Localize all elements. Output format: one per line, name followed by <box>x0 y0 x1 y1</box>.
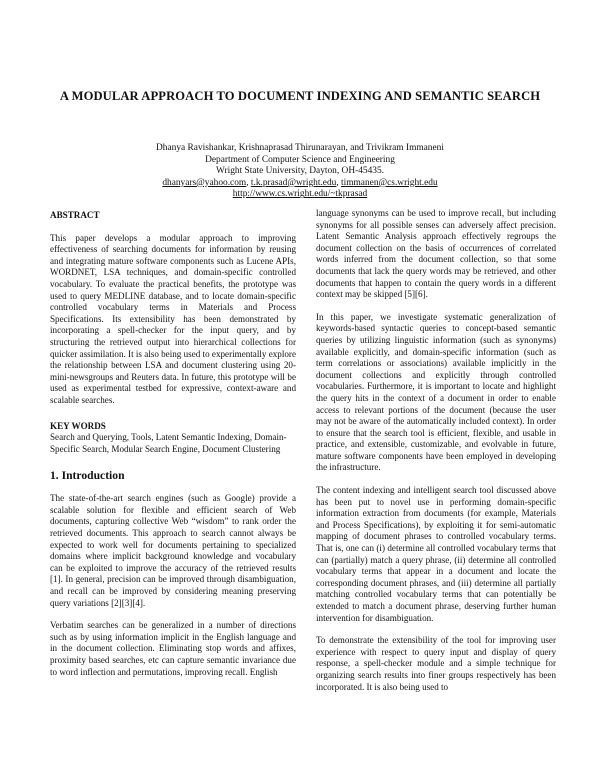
right-paragraph-3: The content indexing and intelligent search tool discussed above has been put to novel use in performing domain-specific information extraction from documents (for example, Materials and Process Specifications), by exploiting it for semi-automatic mapping of document phrases to controlled vocabulary terms. That is, one can (i) determine all controlled vocabulary terms that can (partially) match a query phrase, (ii) determine all controlled vocabulary terms that appear in a document and locate the corresponding document phrases, and (iii) determine all partially matching controlled vocabulary terms that can potentially be extended to match a document phrase, deserving further human intervention for disambiguation. <box>316 485 556 623</box>
author-url-link[interactable]: http://www.cs.wright.edu/~tkprasad <box>232 189 368 200</box>
email-link-1[interactable]: dhanyars@yahoo.com <box>162 177 247 188</box>
left-column <box>50 210 296 678</box>
abstract-heading: ABSTRACT <box>50 210 100 220</box>
keywords-heading: KEY WORDS <box>50 420 106 431</box>
intro-heading: 1. Introduction <box>50 469 125 483</box>
email-link-3[interactable]: timmanen@cs.wright.edu <box>341 177 438 188</box>
right-paragraph-1: language synonyms can be used to improve recall, but including synonyms for all possible senses can adversely affect precision. Latent Semantic Analysis approach effectively regroups the document collection on the basis of occurrences of correlated words inferred from the document collection, so that some documents that lack the query words may be retrieved, and other documents that happen to contain the query words in a different context may be skipped [5][6]. <box>316 208 556 300</box>
keywords-text: Search and Querying, Tools, Latent Semantic Indexing, Domain-Specific Search, Modular Search Engine, Document Clustering <box>50 432 287 454</box>
intro-paragraph-1: The state-of-the-art search engines (such as Google) provide a scalable solution for flexible and efficient search of Web documents, capturing collective Web “wisdom” to rank order the retrieved documents. This approach to search cannot always be expected to work well for documents pertaining to specialized domains where implicit background knowledge and vocabulary can be exploited to improve the accuracy of the retrieved results [1]. In general, precision can be improved through disambiguation, and recall can be improved by considering meaning preserving query variations [2][3][4]. <box>50 493 296 608</box>
intro-paragraph-2: Verbatim searches can be generalized in a number of directions such as by using information implicit in the English language and in the document collection. Eliminating stop words and affixes, proximity based searches, etc can capture semantic invariance due to word inflection and permutations, improving recall. English <box>50 620 296 677</box>
right-paragraph-4: To demonstrate the extensibility of the tool for improving user experience with respect to query input and display of query response, a spell-checker module and a simple technique for organizing search results into finer groups respectively has been incorporated. It is also being used to <box>316 635 556 692</box>
author-block <box>40 143 560 201</box>
paper-title: A MODULAR APPROACH TO DOCUMENT INDEXING AND SEMANTIC SEARCH <box>59 89 541 103</box>
author-department: Department of Computer Science and Engineering <box>205 154 395 165</box>
right-column <box>316 208 556 693</box>
abstract-text: This paper develops a modular approach to improving effectiveness of searching documents for information by reusing and integrating mature software components such as Lucene APIs, WORDNET, LSA techniques, and domain-specific controlled vocabulary. To evaluate the practical benefits, the prototype was used to query MEDLINE database, and to locate domain-specific controlled vocabulary terms in Materials and Process Specifications. Its extensibility has been demonstrated by incorporating a spell-checker for the input query, and by structuring the retrieved output into hierarchical collections for quicker assimilation. It is also being used to experimentally explore the relationship between LSA and document clustering using 20-mini-newsgroups and Reuters data. In future, this prototype will be used as experimental testbed for expressive, context-aware and scalable searches. <box>50 232 296 405</box>
author-university: Wright State University, Dayton, OH-45435. <box>216 166 384 177</box>
author-names: Dhanya Ravishankar, Krishnaprasad Thirunarayan, and Trivikram Immaneni <box>156 143 444 153</box>
email-link-2[interactable]: t.k.prasad@wright.edu <box>250 177 337 188</box>
right-paragraph-2: In this paper, we investigate systematic generalization of keywords-based syntactic queries to concept-based semantic queries by utilizing linguistic information (such as synonyms) available explicitly, and domain-specific information (such as term correlations or associations) available implicitly in the document collections and explicitly through controlled vocabularies. Furthermore, it is important to locate and highlight the query hits in the context of a document in order to enable access to relevant portions of the document (because the user may not be aware of the automatically included context). In order to ensure that the search tool is efficient, flexible, and usable in practice, and extensible, customizable, and evolvable in future, mature software components have been employed in developing the infrastructure. <box>316 311 556 473</box>
author-emails: dhanyars@yahoo.com, t.k.prasad@wright.edu, timmanen@cs.wright.edu <box>162 177 438 188</box>
